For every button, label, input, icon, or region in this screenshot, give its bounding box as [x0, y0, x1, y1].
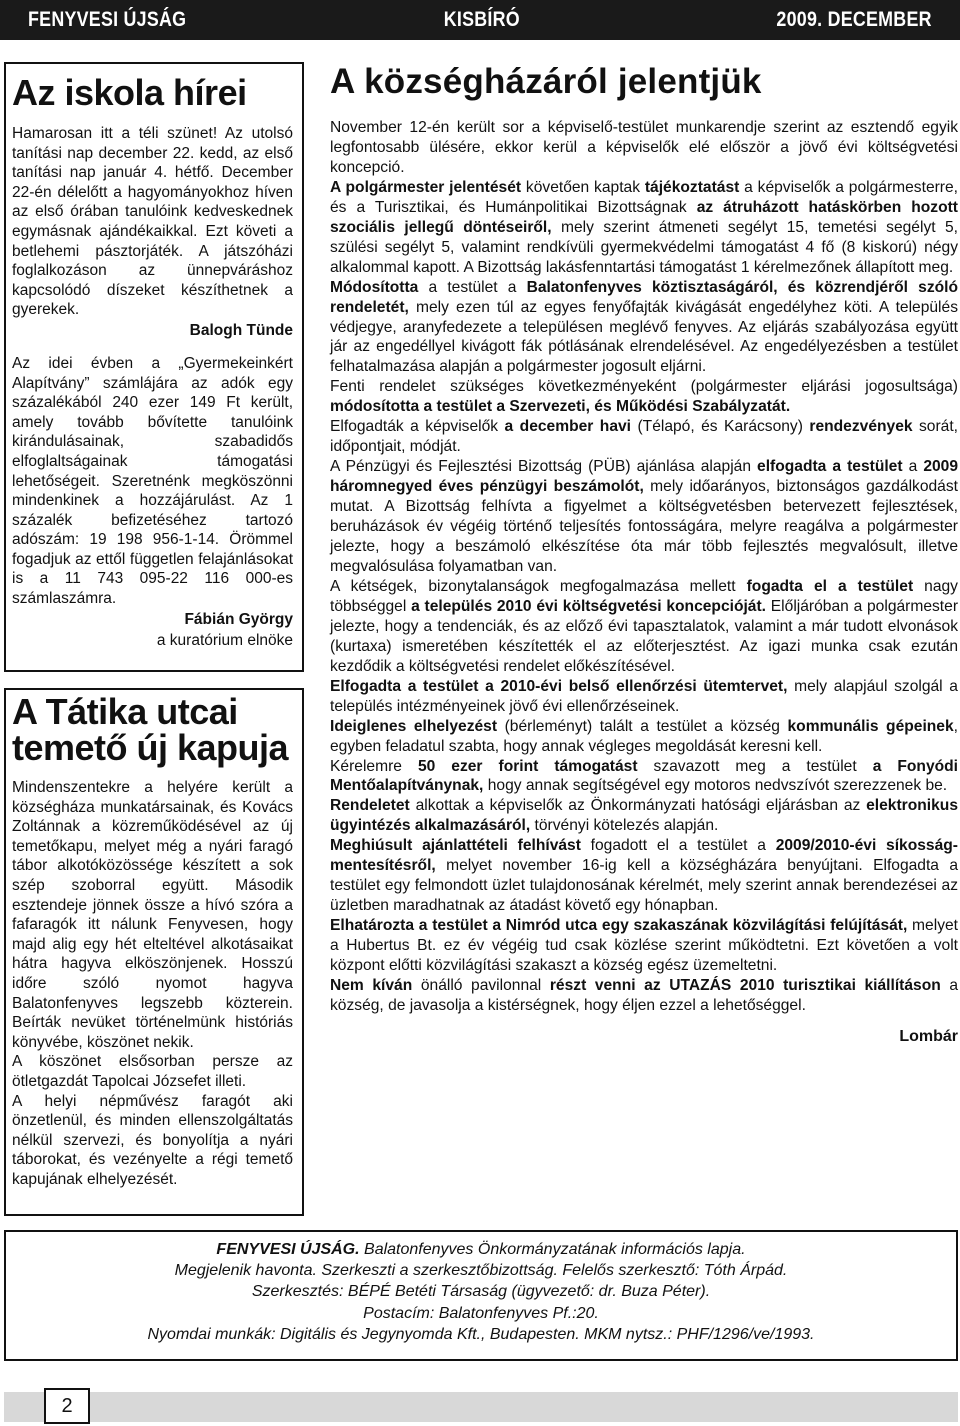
council-report-column	[330, 62, 958, 1046]
page-number: 2	[44, 1388, 90, 1424]
signature-lombar: Lombár	[899, 1027, 958, 1045]
masthead-bar	[0, 0, 960, 40]
issue-date: 2009. DECEMBER	[776, 8, 932, 31]
council-paragraph: Módosította a testület a Balatonfenyves köztisztaságáról, és közrendjéről szóló rendeletét, mely ezen túl az egyes fenyőfajták kivágását engedélyhez köti. A település védjegye, aranyfedezete a településen meglévő fenyves. Az eljárás szabályozása együtt jár az engedéllyel kivágott fák pótlásának elrendelésével. Az engedélyezésben a testület felhatalmazása alapján a polgármester jogosult eljárni.	[330, 278, 958, 376]
school-news-title: Az iskola hírei	[12, 72, 247, 113]
school-news-box	[4, 62, 304, 672]
imprint-line: Nyomdai munkák: Digitális és Jegynyomda Kft., Budapesten. MKM nytsz.: PHF/1296/ve/1993.	[147, 1325, 815, 1343]
signature-balogh: Balogh Tünde	[189, 321, 293, 339]
council-paragraph: A kétségek, bizonytalanságok megfogalmazása mellett fogadta el a testület nagy többséggel a település 2010 évi költségvetési koncepcióját. Előljáróban a polgármester jelezte, hogy a tendenciák, és az előző évi tapasztalatok, valamint a már tudott elvonások (kurtaxa) ismeretében készítették el az előterjesztést. Az igazi munka csak ezután kezdődik a költségvetési rendelet előkészítésével.	[330, 577, 959, 675]
cemetery-gate-box	[4, 688, 304, 1216]
council-paragraph: A polgármester jelentését követően kaptak tájékoztatást a képviselők a polgármesterre, és a Turisztikai, és Humánpolitikai Bizottságnak az átruházott hatáskörben hozott szociális jellegű döntéseiről, mely szerint átmeneti segélyt 15, temetési segélyt 5, szülési segélyt 5, valamint rendkívüli gyermekvédelmi támogatást 4 fő (8 kiskorú) négy alkalommal kapott. A Bizottság lakásfenntartási támogatást 1 kérelmezőnek állapított meg.	[330, 178, 959, 276]
signature-role: a kuratórium elnöke	[156, 631, 293, 649]
cemetery-paragraph-3: A helyi népművész faragót aki önzetlenül, és minden ellenszolgáltatás nélkül szervezi, és bonyolítja a nyári táborokat, és vezényelte a régi temető kapujának elhelyezését.	[12, 1092, 293, 1188]
council-paragraph: Nem kíván önálló pavilonnal részt venni az UTAZÁS 2010 turisztikai kiállításon a község, de javasolja a kistérségnek, hogy éljen ezzel a lehetőséggel.	[330, 976, 959, 1014]
council-paragraph: November 12-én került sor a képviselő-testület munkarendje szerint az esztendő egyik legfontosabb ülésére, ekkor kerül a képviselők elé először a jövő évi költségvetési koncepció.	[330, 119, 958, 176]
council-report-title: A községházáról jelentjük	[330, 62, 762, 101]
imprint-line: Postacím: Balatonfenyves Pf.:20.	[363, 1304, 599, 1322]
page-footer-strip	[4, 1392, 958, 1422]
imprint-line: FENYVESI ÚJSÁG. Balatonfenyves Önkormányzatának információs lapja.	[216, 1241, 746, 1258]
foundation-paragraph: Az idei évben a „Gyermekeinkért Alapítvány” számlájára az adók egy százalékából 240 ezer 149 Ft került, amely tovább bővítette tanulóink kirándulásainak, szabadidős elfoglaltságainak támogatási lehetőségeit. Szeretnénk megköszönni mindenkinek a hozzájárulást. Az 1 százalék befizetéséhez tartozó adószám: 19 198 956-1-14. Örömmel fogadjuk az ettől független felajánlásokat is a 11 743 095-22 116 000-es számlaszámra.	[12, 354, 293, 608]
cemetery-paragraph-2: A köszönet elsősorban persze az ötletgazdát Tapolcai Józsefet illeti.	[12, 1053, 293, 1090]
cemetery-paragraph-1: Mindenszentekre a helyére került a községháza munkatársainak, és Kovács Zoltánnak a közreműködésével az új temetőkapu, melyet még a nyári faragó tábor alkotóközössége készített a sok szép szoborral együtt. Második esztendeje jönnek össze a hívó szóra a fafaragók itt nálunk Fenyvesen, hogy majd alig egy hét elteltével alkotásaikat hátra hagyva elköszönjenek. Hosszú időre szóló nyomot hagyva Balatonfenyves legszebb közterein. Beírták nevüket történelmünk históriás könyvébe, köszönet nekik.	[12, 779, 293, 1051]
signature-fabian: Fábián György	[184, 610, 293, 628]
council-paragraph: A Pénzügyi és Fejlesztési Bizottság (PÜB) ajánlása alapján elfogadta a testület a 2009 háromnegyed éves pénzügyi beszámolót, mely időarányos, biztonságos gazdálkodást mutat. A Bizottság felhívta a figyelmet a költségvetésben betervezett fejlesztések, beruházások év végéig történő teljesítés fontosságára, melyre reagálva a polgármester jelezte, hogy a beszámoló elkészítése óta már több fejlesztés megvalósult, illetve megvalósulása folyamatban van.	[330, 458, 959, 575]
council-paragraph: Kérelemre 50 ezer forint támogatást szavazott meg a testület a Fonyódi Mentőalapítványnak, hogy annak segítségével egy motoros nedvszívót szerezzenek be.	[330, 757, 959, 795]
council-paragraph: Elfogadta a testület a 2010-évi belső ellenőrzési ütemtervet, mely alapjául szolgál a település intézményeinek jövő évi ellenőrzéseinek.	[330, 677, 958, 715]
imprint-line: Szerkesztés: BÉPÉ Betéti Társaság (ügyvezető: dr. Buza Péter).	[251, 1283, 711, 1301]
school-news-paragraph: Hamarosan itt a téli szünet! Az utolsó tanítási nap december 22. kedd, az első tanítási nap január 4. hétfő. December 22-én délelőtt a hagyományokhoz híven az első órában tanulóink kedveskednek egymásnak ajándékaikkal. Ezt követi a betlehemi pásztorjáték. A játszóházi foglalkozáson az ünnepváráshoz kapcsolódó díszeket készíthetnek a gyerekek.	[12, 125, 293, 319]
council-paragraph: Fenti rendelet szükséges következményeként (polgármester eljárási jogosultsága) módosította a testület a Szervezeti, és Működési Szabályzatát.	[330, 378, 958, 416]
imprint-line: Megjelenik havonta. Szerkeszti a szerkesztőbizottság. Felelős szerkesztő: Tóth Árpád.	[174, 1262, 788, 1280]
council-paragraph: Meghiúsult ajánlattételi felhívást fogadott el a testület a 2009/2010-évi síkosság-mentesítésről, melyet november 16-ig kell a községházára benyújtani. Elfogadta a testület egy felmondott üzlet tulajdonosának kérelmét, mely szerint annak berendezései az üzletben maradhatnak az átadást követő egy hónapban.	[330, 837, 958, 915]
council-paragraph: Rendeletet alkottak a képviselők az Önkormányzati hatósági eljárásban az elektronikus ügyintézés alkalmazásáról, törvényi kötelezés alapján.	[330, 797, 958, 835]
council-paragraph: Ideiglenes elhelyezést (bérleményt) talált a testület a község kommunális gépeinek, egyben feladatul szabta, hogy annak végleges megoldását keresni kell.	[330, 717, 958, 755]
section-name: KISBÍRÓ	[443, 8, 520, 31]
cemetery-gate-title: A Tátika utcai temető új kapuja	[12, 691, 289, 768]
paper-name: FENYVESI ÚJSÁG	[28, 8, 187, 31]
council-paragraph: Elhatározta a testület a Nimród utca egy szakaszának közvilágítási felújítását, melyet a Hubertus Bt. ez év végéig tud csak közlése szerint működtetni. Ezt követően a volt központ előtti közvilágítási szakaszt a község egész üzemeltetni.	[330, 917, 958, 975]
imprint-box	[4, 1230, 958, 1361]
council-paragraph: Elfogadták a képviselők a december havi (Télapó, és Karácsony) rendezvények sorát, időpontjait, módját.	[330, 418, 959, 456]
